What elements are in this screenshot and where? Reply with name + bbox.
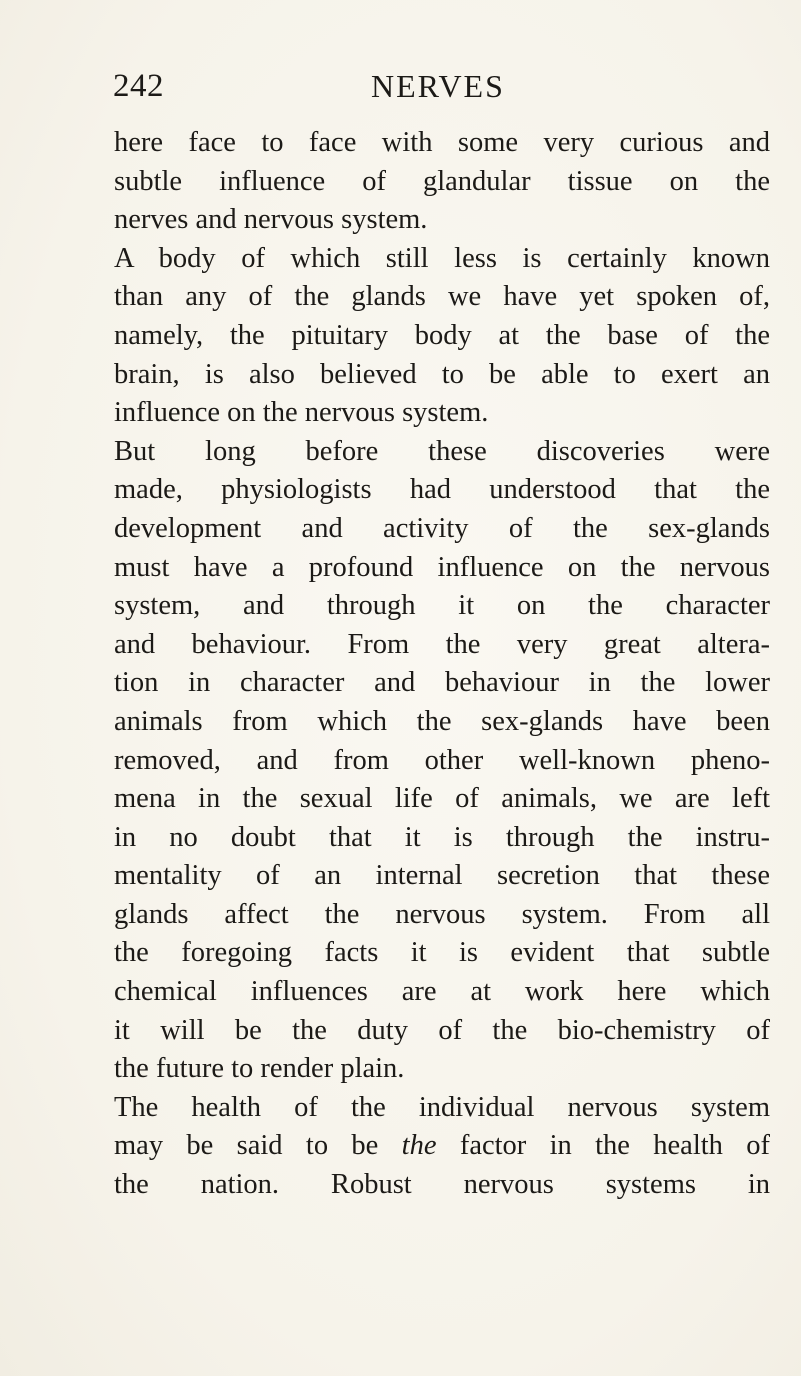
text-line: chemical influences are at work here which	[114, 976, 770, 1008]
text-line: the future to render plain.	[114, 1053, 405, 1085]
text-line: But long before these discoveries were	[114, 435, 770, 467]
body-text	[114, 124, 770, 1205]
text-line: here face to face with some very curious and	[114, 127, 770, 158]
text-line: animals from which the sex-glands have been	[114, 705, 770, 737]
text-line: subtle influence of glandular tissue on the	[114, 165, 770, 197]
text-line: nerves and nervous system.	[114, 204, 428, 236]
text-line: made, physiologists had understood that the	[114, 474, 770, 506]
text-line: and behaviour. From the very great altera-	[114, 628, 770, 660]
page-header	[113, 66, 679, 106]
text-line: tion in character and behaviour in the lower	[114, 667, 770, 699]
text-line: namely, the pituitary body at the base of the	[114, 319, 770, 351]
text-line: influence on the nervous system.	[114, 397, 489, 429]
text-line: may be said to be the factor in the health of	[114, 1130, 770, 1162]
text-line: the nation. Robust nervous systems in	[114, 1169, 770, 1201]
text-line: it will be the duty of the bio-chemistry of	[114, 1014, 770, 1046]
text-line: A body of which still less is certainly known	[114, 242, 770, 274]
text-line: mentality of an internal secretion that these	[114, 860, 770, 892]
text-line: than any of the glands we have yet spoken of,	[114, 281, 770, 313]
text-line: development and activity of the sex-glands	[114, 512, 770, 544]
text-line: mena in the sexual life of animals, we are left	[114, 783, 770, 815]
emphasis-the: the	[401, 1130, 437, 1162]
text-line: brain, is also believed to be able to exert an	[114, 358, 770, 390]
text-line: the foregoing facts it is evident that subtle	[114, 937, 770, 969]
text-line: glands affect the nervous system. From all	[114, 898, 770, 930]
text-line: in no doubt that it is through the instru-	[114, 821, 770, 853]
page-number: 242	[113, 68, 164, 104]
text-line: The health of the individual nervous system	[114, 1091, 770, 1123]
running-head: NERVES	[371, 68, 505, 104]
text-line: must have a profound influence on the nervous	[114, 551, 770, 583]
text-line: removed, and from other well-known pheno-	[114, 744, 770, 776]
text-line: system, and through it on the character	[114, 590, 770, 622]
